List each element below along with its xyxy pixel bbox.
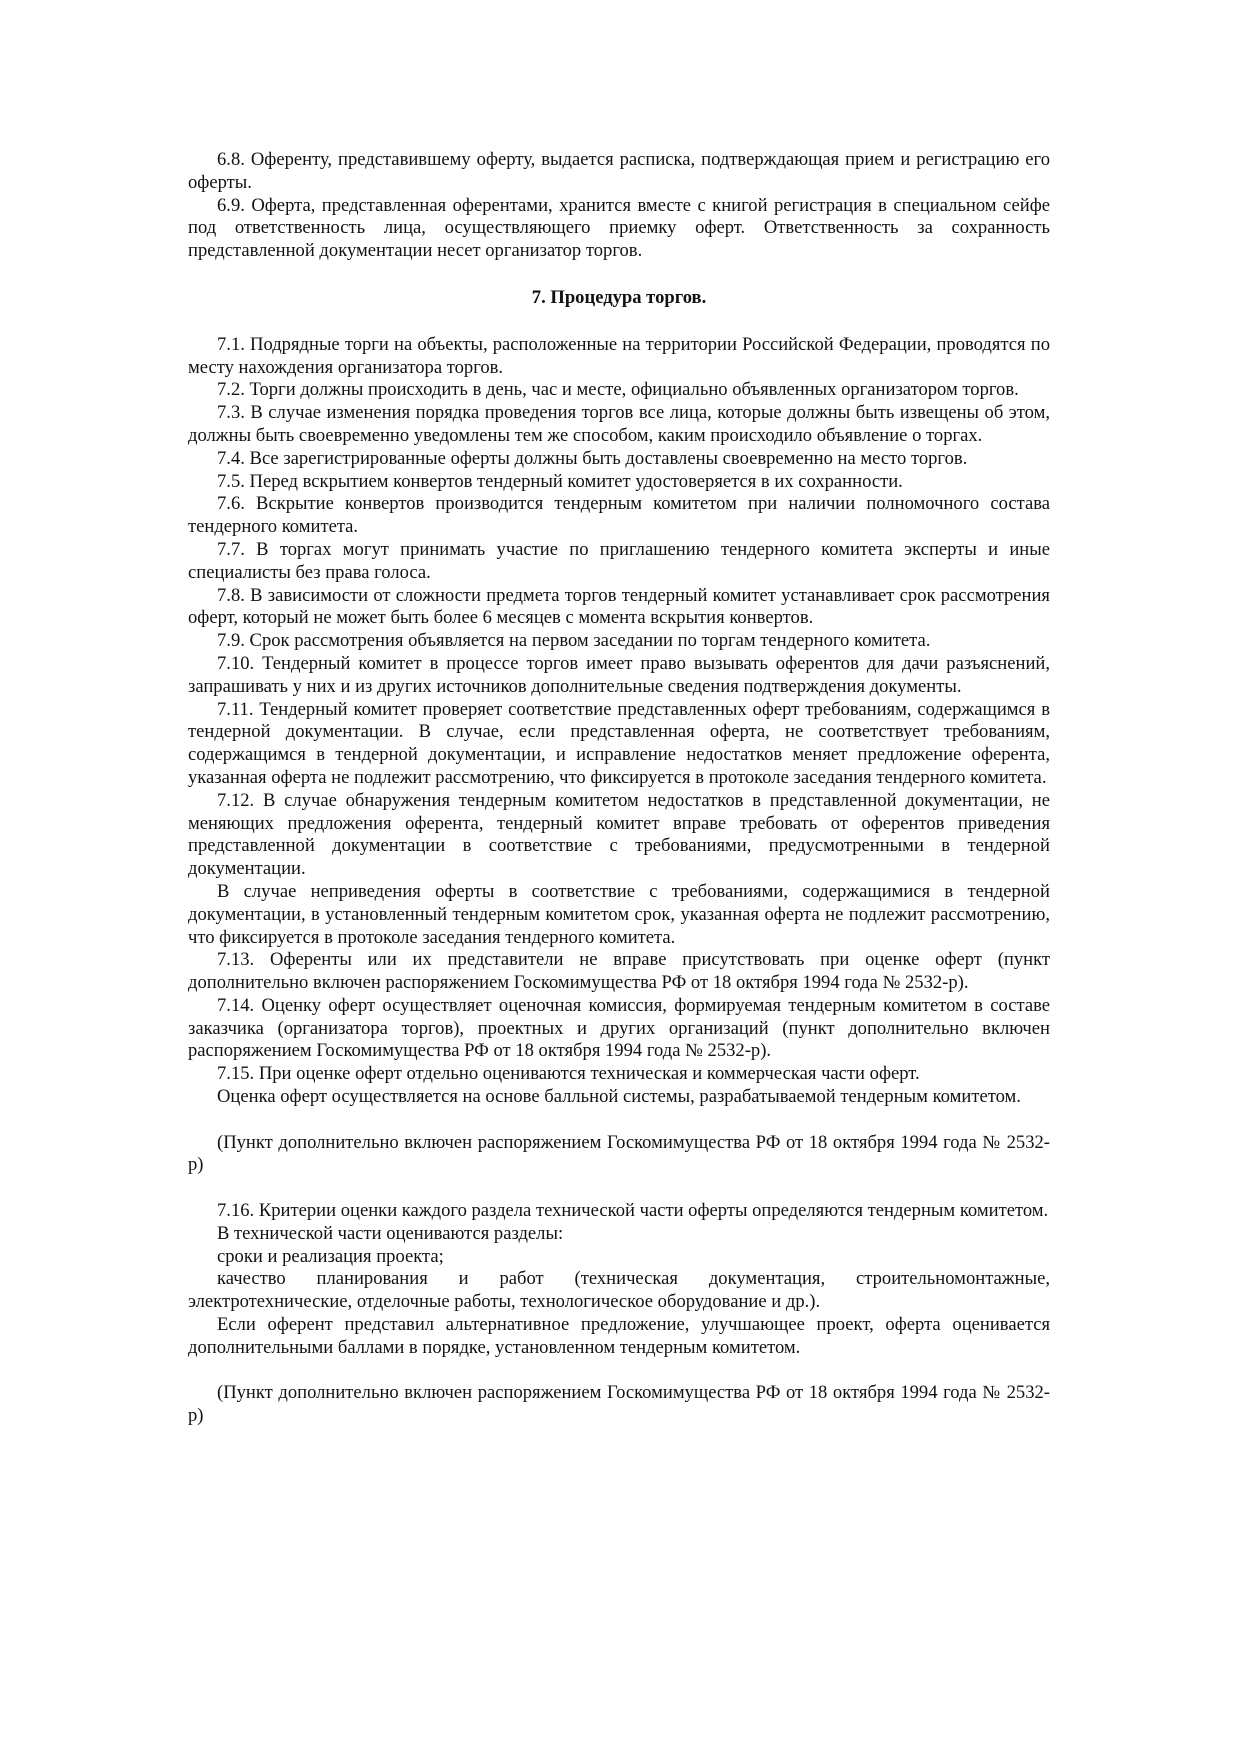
paragraph-7-15-continued: Оценка оферт осуществляется на основе балльной системы, разрабатываемой тендерным комитетом. [217,1086,1021,1108]
paragraph-7-11: 7.11. Тендерный комитет проверяет соответствие представленных оферт требованиям, содержащимся в тендерной документации. В случае, если представленная оферта, не соответствует требованиям, содержащимся в тендерной документации, и исправление недостатков меняет предложение оферента, указанная оферта не подлежит рассмотрению, что фиксируется в протоколе заседания тендерного комитета. [188,698,1050,788]
amendment-note-2: (Пункт дополнительно включен распоряжением Госкомимущества РФ от 18 октября 1994 года № 2532-р) [188,1382,1050,1427]
section-heading: 7. Процедура торгов. [531,286,707,308]
paragraph-7-9: 7.9. Срок рассмотрения объявляется на первом заседании по торгам тендерного комитета. [217,630,931,652]
criteria-section [188,1200,1050,1360]
paragraph-7-7: 7.7. В торгах могут принимать участие по приглашению тендерного комитета эксперты и иные специалисты без права голоса. [188,538,1050,583]
paragraph-7-15: 7.15. При оценке оферт отдельно оцениваются техническая и коммерческая части оферт. [217,1063,920,1085]
paragraph-7-14: 7.14. Оценку оферт осуществляет оценочная комиссия, формируемая тендерным комитетом в составе заказчика (организатора торгов), проектных и других организаций (пункт дополнительно включен распоряжением Госкомимущества РФ от 18 октября 1994 года № 2532-р). [188,994,1050,1062]
criteria-item-quality: качество планирования и работ (техническая документация, строительномонтажные, электротехнические, отделочные работы, технологическое оборудование и др.). [188,1268,1050,1313]
paragraph-7-3: 7.3. В случае изменения порядка проведения торгов все лица, которые должны быть извещены об этом, должны быть своевременно уведомлены тем же способом, каким происходило объявление о торгах. [188,402,1050,446]
paragraph-7-13: 7.13. Оференты или их представители не вправе присутствовать при оценке оферт (пункт дополнительно включен распоряжением Госкомимущества РФ от 18 октября 1994 года № 2532-р). [188,949,1050,994]
document-page [188,149,1050,1428]
paragraph-7-8: 7.8. В зависимости от сложности предмета торгов тендерный комитет устанавливает срок рассмотрения оферт, который не может быть более 6 месяцев с момента вскрытия конвертов. [188,584,1050,629]
criteria-item-timing: сроки и реализация проекта; [217,1245,444,1267]
paragraph-7-10: 7.10. Тендерный комитет в процессе торгов имеет право вызывать оферентов для дачи разъяснений, запрашивать у них и из других источников дополнительные сведения подтверждения документы. [188,652,1050,697]
paragraph-7-12-continued: В случае неприведения оферты в соответствие с требованиями, содержащимися в тендерной документации, в установленный тендерным комитетом срок, указанная оферта не подлежит рассмотрению, что фиксируется в протоколе заседания тендерного комитета. [188,880,1050,948]
paragraph-7-4: 7.4. Все зарегистрированные оферты должны быть доставлены своевременно на место торгов. [217,447,968,469]
paragraph-7-1: 7.1. Подрядные торги на объекты, расположенные на территории Российской Федерации, проводятся по месту нахождения организатора торгов. [188,333,1050,378]
section-7-body [188,334,1050,1109]
paragraph-6-8: 6.8. Оференту, представившему оферту, выдается расписка, подтверждающая прием и регистрацию его оферты. [188,149,1050,193]
criteria-alternative: Если оферент представил альтернативное предложение, улучшающее проект, оферта оценивается дополнительными баллами в порядке, установленном тендерным комитетом. [188,1314,1050,1358]
paragraph-7-12: 7.12. В случае обнаружения тендерным комитетом недостатков в представленной документации, не меняющих предложения оферента, тендерный комитет вправе требовать от оферентов приведения представленной документации в соответствие с требованиями, предусмотренными в тендерной документации. [188,789,1050,880]
paragraph-7-2: 7.2. Торги должны происходить в день, час и месте, официально объявленных организатором торгов. [217,379,1019,401]
paragraph-7-16: 7.16. Критерии оценки каждого раздела технической части оферты определяются тендерным комитетом. [217,1200,1049,1222]
paragraph-6-9: 6.9. Оферта, представленная оферентами, хранится вместе с книгой регистрация в специальном сейфе под ответственность лица, осуществляющего приемку оферт. Ответственность за сохранность представленной документации несет организатор торгов. [188,194,1050,262]
paragraph-7-5: 7.5. Перед вскрытием конвертов тендерный комитет удостоверяется в их сохранности. [217,470,903,492]
paragraph-7-6: 7.6. Вскрытие конвертов производится тендерным комитетом при наличии полномочного состава тендерного комитета. [188,493,1050,538]
criteria-intro: В технической части оцениваются разделы: [217,1222,564,1244]
amendment-note-1: (Пункт дополнительно включен распоряжением Госкомимущества РФ от 18 октября 1994 года № 2532-р) [188,1131,1050,1176]
